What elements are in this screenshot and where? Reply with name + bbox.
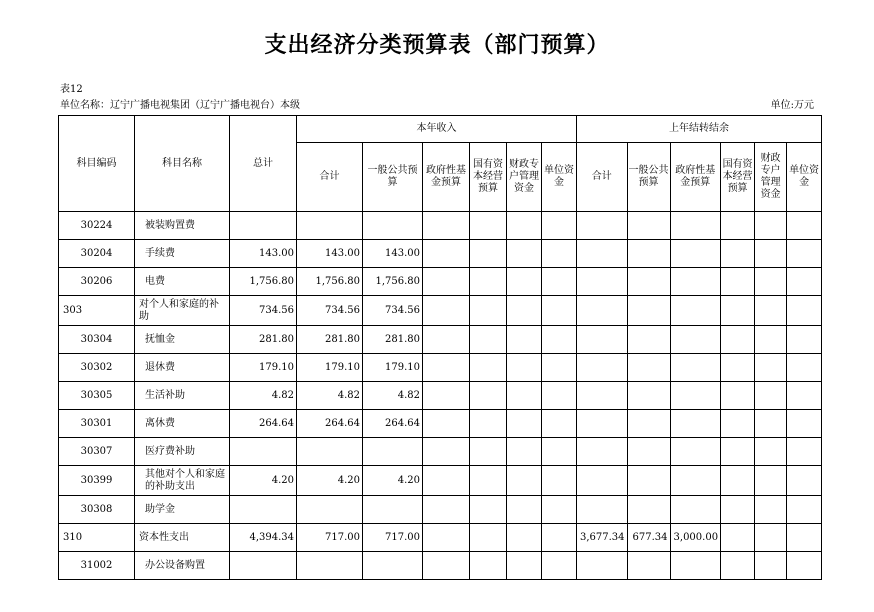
row-code: 30399: [59, 466, 135, 496]
row-value: [627, 438, 670, 466]
row-value: [470, 382, 507, 410]
row-value: [507, 212, 542, 240]
row-value: [507, 524, 542, 552]
row-value: [423, 496, 470, 524]
table-row: [59, 240, 822, 268]
row-value: [423, 382, 470, 410]
row-value: 264.64: [230, 410, 297, 438]
row-value: [363, 496, 423, 524]
row-value: [507, 296, 542, 326]
row-value: 179.10: [230, 354, 297, 382]
row-value: [542, 354, 577, 382]
row-value: [542, 268, 577, 296]
row-name: 离休费: [135, 410, 230, 438]
row-value: [627, 466, 670, 496]
row-value: 677.34: [627, 524, 670, 552]
row-value: [787, 438, 822, 466]
row-name: 手续费: [135, 240, 230, 268]
row-value: [577, 466, 628, 496]
unit-name-label: 单位名称：: [60, 100, 110, 111]
row-value: [542, 382, 577, 410]
row-value: [577, 552, 628, 580]
row-value: [787, 212, 822, 240]
row-value: 3,677.34: [577, 524, 628, 552]
row-value: [507, 552, 542, 580]
row-code: 30307: [59, 438, 135, 466]
row-value: [423, 212, 470, 240]
row-name: 其他对个人和家庭的补助支出: [135, 466, 230, 496]
row-value: [423, 524, 470, 552]
row-code: 30305: [59, 382, 135, 410]
row-value: 264.64: [363, 410, 423, 438]
row-name: 医疗费补助: [135, 438, 230, 466]
row-value: [470, 466, 507, 496]
row-value: [577, 240, 628, 268]
header-current-col: 一般公共预算: [363, 143, 423, 212]
row-value: [670, 382, 721, 410]
page-title: 支出经济分类预算表（部门预算）: [264, 32, 610, 58]
table-row: [59, 382, 822, 410]
row-value: [470, 212, 507, 240]
row-value: [577, 410, 628, 438]
header-carryover-col: 财政专户管理资金: [755, 143, 787, 212]
row-value: 734.56: [363, 296, 423, 326]
row-value: [670, 296, 721, 326]
row-value: [670, 410, 721, 438]
row-value: [755, 326, 787, 354]
row-value: [787, 552, 822, 580]
table-row: [59, 466, 822, 496]
row-value: [577, 496, 628, 524]
row-value: [423, 438, 470, 466]
row-value: [755, 524, 787, 552]
row-value: [577, 296, 628, 326]
header-current-col: 单位资金: [542, 143, 577, 212]
row-value: 4.20: [363, 466, 423, 496]
table-row: [59, 438, 822, 466]
table-row: [59, 410, 822, 438]
row-value: [423, 268, 470, 296]
row-value: [577, 326, 628, 354]
row-value: 143.00: [363, 240, 423, 268]
header-code: 科目编码: [59, 116, 135, 212]
row-code: 303: [59, 296, 135, 326]
row-value: [507, 438, 542, 466]
row-value: [470, 354, 507, 382]
row-value: [721, 268, 755, 296]
row-value: [470, 524, 507, 552]
row-value: 4.20: [297, 466, 363, 496]
row-value: [670, 552, 721, 580]
row-name: 助学金: [135, 496, 230, 524]
row-value: [787, 466, 822, 496]
row-value: 4.82: [297, 382, 363, 410]
row-value: 717.00: [363, 524, 423, 552]
row-value: [755, 268, 787, 296]
row-value: [755, 438, 787, 466]
table-row: [59, 212, 822, 240]
row-value: [542, 410, 577, 438]
row-code: 310: [59, 524, 135, 552]
table-row: [59, 268, 822, 296]
row-value: [423, 296, 470, 326]
row-value: [670, 212, 721, 240]
row-value: [787, 354, 822, 382]
row-value: [787, 524, 822, 552]
row-value: [577, 354, 628, 382]
row-value: [542, 326, 577, 354]
row-value: [507, 410, 542, 438]
row-value: [230, 496, 297, 524]
row-value: 734.56: [297, 296, 363, 326]
row-value: [627, 240, 670, 268]
row-value: [627, 410, 670, 438]
row-code: 30204: [59, 240, 135, 268]
row-code: 30301: [59, 410, 135, 438]
row-value: [755, 410, 787, 438]
row-value: 1,756.80: [363, 268, 423, 296]
header-carryover: 上年结转结余: [577, 116, 822, 143]
row-name: 资本性支出: [135, 524, 230, 552]
row-value: [627, 268, 670, 296]
row-value: 143.00: [230, 240, 297, 268]
unit-label: 单位:万元: [770, 100, 814, 111]
row-value: [577, 382, 628, 410]
row-value: [363, 552, 423, 580]
row-value: [507, 326, 542, 354]
row-value: [627, 326, 670, 354]
row-value: [507, 354, 542, 382]
header-total: 总计: [230, 116, 297, 212]
row-value: 264.64: [297, 410, 363, 438]
row-value: [542, 438, 577, 466]
row-value: [755, 212, 787, 240]
row-value: [577, 438, 628, 466]
row-value: [787, 382, 822, 410]
row-value: 281.80: [297, 326, 363, 354]
row-value: [627, 552, 670, 580]
header-current-col: 合计: [297, 143, 363, 212]
row-value: [670, 240, 721, 268]
row-value: [470, 410, 507, 438]
header-carryover-col: 国有资本经营预算: [721, 143, 755, 212]
row-value: [507, 268, 542, 296]
row-value: [721, 326, 755, 354]
row-value: [363, 212, 423, 240]
row-value: [721, 438, 755, 466]
row-value: 179.10: [363, 354, 423, 382]
row-value: [670, 496, 721, 524]
row-code: 30224: [59, 212, 135, 240]
row-name: 办公设备购置: [135, 552, 230, 580]
header-carryover-col: 一般公共预算: [627, 143, 670, 212]
row-value: [470, 438, 507, 466]
unit-name: 辽宁广播电视集团（辽宁广播电视台）本级: [110, 100, 300, 111]
row-value: [423, 552, 470, 580]
row-value: [670, 354, 721, 382]
row-value: [721, 496, 755, 524]
row-value: [627, 212, 670, 240]
row-value: 4,394.34: [230, 524, 297, 552]
row-value: [423, 354, 470, 382]
table-row: [59, 496, 822, 524]
header-current-col: 国有资本经营预算: [470, 143, 507, 212]
row-name: 生活补助: [135, 382, 230, 410]
row-value: [230, 438, 297, 466]
row-value: [542, 524, 577, 552]
table-row: [59, 326, 822, 354]
row-value: [470, 496, 507, 524]
header-name: 科目名称: [135, 116, 230, 212]
row-value: [542, 552, 577, 580]
row-value: [470, 240, 507, 268]
row-value: [721, 212, 755, 240]
table-row: [59, 552, 822, 580]
row-value: [755, 354, 787, 382]
row-value: 179.10: [297, 354, 363, 382]
row-value: 1,756.80: [230, 268, 297, 296]
row-name: 退休费: [135, 354, 230, 382]
row-value: [470, 296, 507, 326]
row-value: [627, 354, 670, 382]
row-value: [755, 552, 787, 580]
row-value: [787, 240, 822, 268]
row-value: [787, 410, 822, 438]
row-value: 4.82: [363, 382, 423, 410]
row-name: 对个人和家庭的补助: [135, 296, 230, 326]
row-value: [721, 524, 755, 552]
row-value: [542, 466, 577, 496]
row-value: [755, 466, 787, 496]
row-value: 143.00: [297, 240, 363, 268]
table-number: 表12: [60, 84, 83, 95]
row-value: [507, 466, 542, 496]
budget-table: [58, 115, 822, 580]
row-value: [423, 326, 470, 354]
row-code: 31002: [59, 552, 135, 580]
header-carryover-col: 政府性基金预算: [670, 143, 721, 212]
row-value: 281.80: [363, 326, 423, 354]
row-value: [577, 268, 628, 296]
row-name: 抚恤金: [135, 326, 230, 354]
row-value: [670, 268, 721, 296]
table-row: [59, 524, 822, 552]
row-value: [423, 240, 470, 268]
row-value: [670, 438, 721, 466]
row-value: [470, 552, 507, 580]
unit-name-line: [60, 100, 300, 112]
row-value: [670, 326, 721, 354]
row-value: [423, 466, 470, 496]
row-value: [755, 296, 787, 326]
row-value: [470, 268, 507, 296]
row-code: 30308: [59, 496, 135, 524]
row-value: 4.82: [230, 382, 297, 410]
row-code: 30304: [59, 326, 135, 354]
row-name: 电费: [135, 268, 230, 296]
row-value: [787, 296, 822, 326]
row-value: [627, 382, 670, 410]
row-value: [230, 552, 297, 580]
row-value: [721, 296, 755, 326]
header-carryover-col: 单位资金: [787, 143, 822, 212]
row-value: 734.56: [230, 296, 297, 326]
row-value: [721, 466, 755, 496]
row-value: [542, 212, 577, 240]
row-value: [787, 268, 822, 296]
row-value: [721, 240, 755, 268]
row-value: [297, 496, 363, 524]
row-value: [230, 212, 297, 240]
row-value: [627, 496, 670, 524]
row-value: [297, 552, 363, 580]
row-value: [542, 296, 577, 326]
row-value: [755, 240, 787, 268]
row-value: [721, 410, 755, 438]
row-name: 被装购置费: [135, 212, 230, 240]
row-value: [787, 496, 822, 524]
header-carryover-col: 合计: [577, 143, 628, 212]
row-value: 3,000.00: [670, 524, 721, 552]
row-value: [670, 466, 721, 496]
row-code: 30302: [59, 354, 135, 382]
row-value: [363, 438, 423, 466]
row-value: [721, 552, 755, 580]
row-value: [507, 496, 542, 524]
row-value: 281.80: [230, 326, 297, 354]
row-value: [470, 326, 507, 354]
row-value: [755, 496, 787, 524]
row-value: 1,756.80: [297, 268, 363, 296]
row-value: [721, 354, 755, 382]
row-value: [507, 382, 542, 410]
header-current-col: 政府性基金预算: [423, 143, 470, 212]
header-current-col: 财政专户管理资金: [507, 143, 542, 212]
row-value: [721, 382, 755, 410]
row-value: [577, 212, 628, 240]
header-current-income: 本年收入: [297, 116, 577, 143]
row-value: [787, 326, 822, 354]
row-value: 4.20: [230, 466, 297, 496]
row-value: [755, 382, 787, 410]
row-value: [297, 438, 363, 466]
table-row: [59, 296, 822, 326]
row-value: [542, 496, 577, 524]
row-value: [627, 296, 670, 326]
row-code: 30206: [59, 268, 135, 296]
row-value: [542, 240, 577, 268]
row-value: 717.00: [297, 524, 363, 552]
row-value: [507, 240, 542, 268]
table-row: [59, 354, 822, 382]
row-value: [297, 212, 363, 240]
row-value: [423, 410, 470, 438]
